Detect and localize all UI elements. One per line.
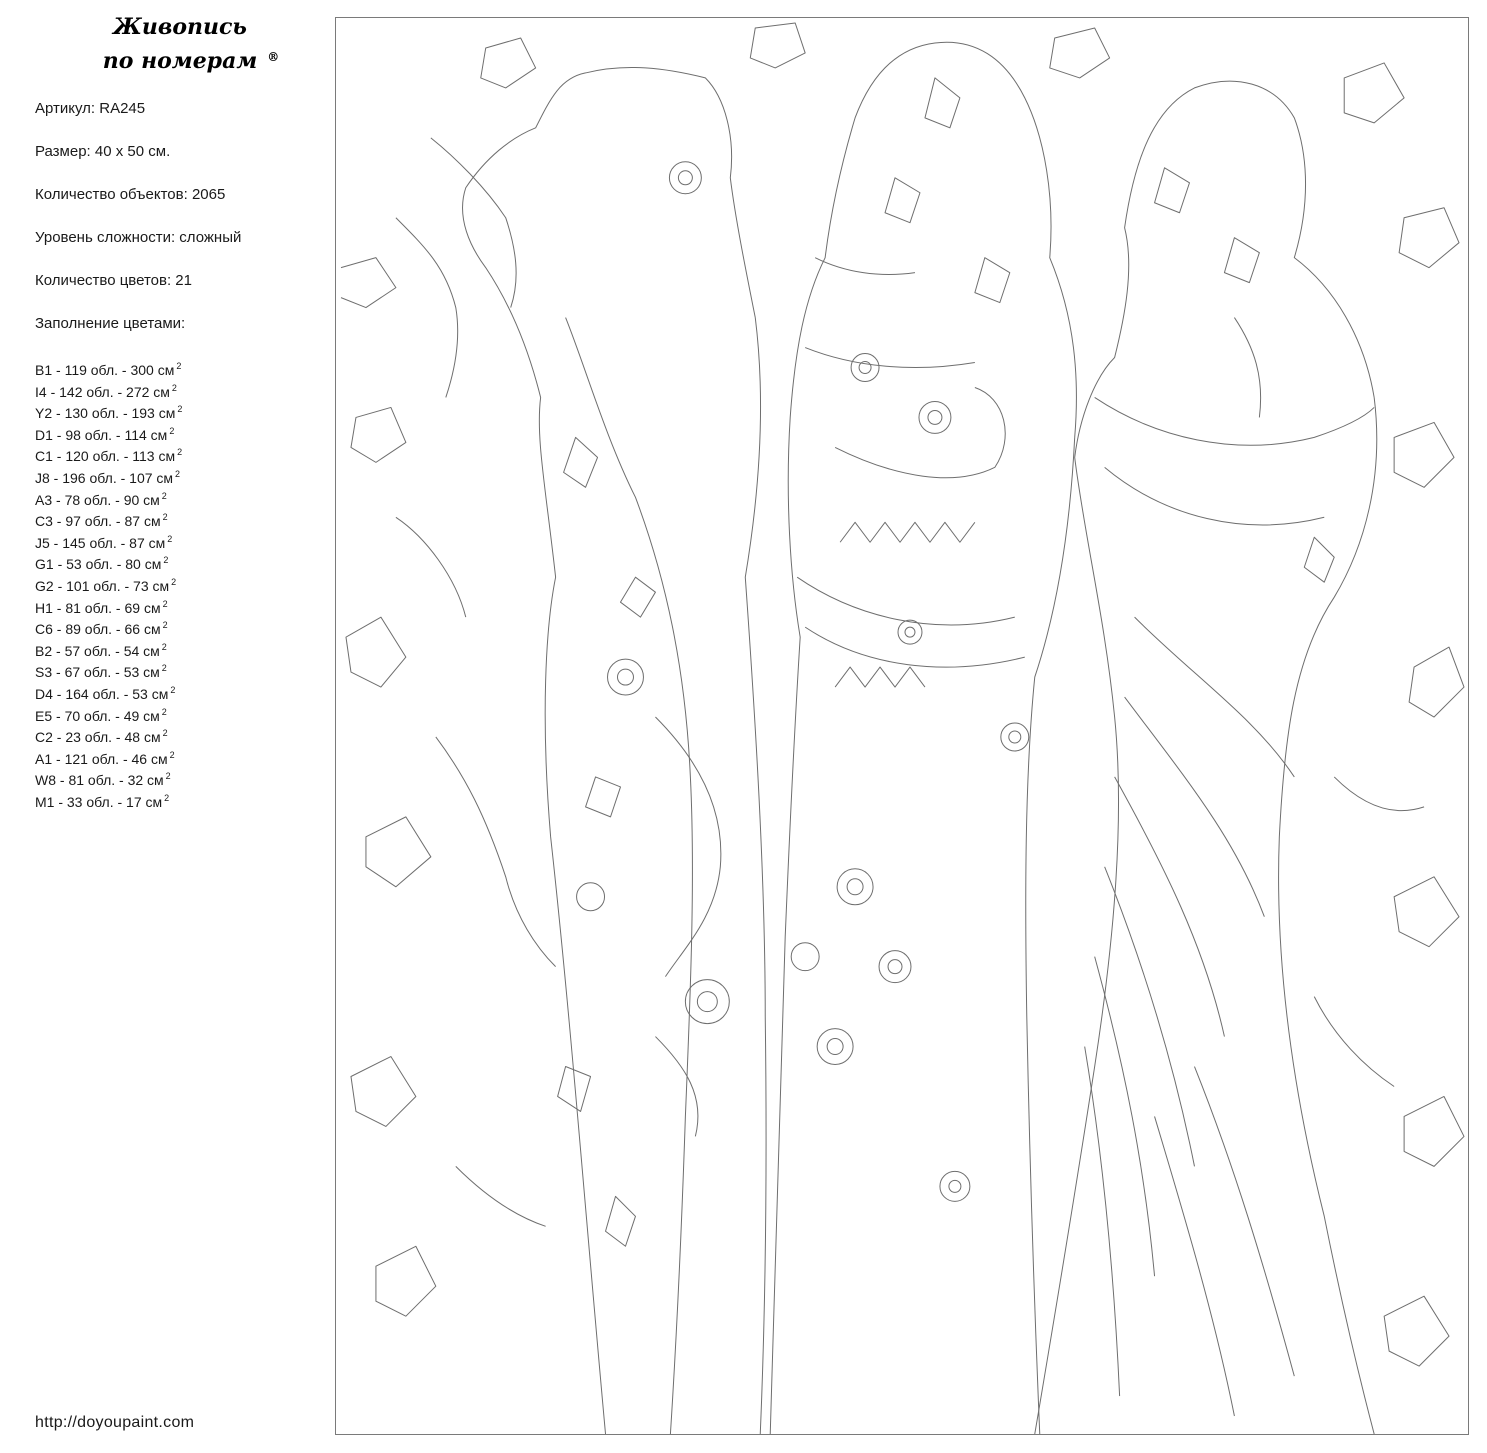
color-entry bbox=[35, 378, 182, 400]
color-entry-unit-power: 2 bbox=[169, 749, 175, 760]
color-entry-unit-power: 2 bbox=[161, 490, 167, 501]
canvas-size: Размер: 40 х 50 см. bbox=[35, 143, 171, 160]
brand-line-1: Живопись bbox=[113, 14, 247, 40]
color-entry bbox=[35, 399, 182, 421]
color-entry-text: B1 - 119 обл. - 300 см bbox=[35, 362, 175, 378]
color-entry-unit-power: 2 bbox=[162, 598, 168, 609]
color-entry-text: B2 - 57 обл. - 54 см bbox=[35, 642, 160, 659]
color-entry-text: C1 - 120 обл. - 113 см bbox=[35, 448, 176, 465]
color-entry-text: D4 - 164 обл. - 53 см bbox=[35, 685, 169, 702]
color-entry-text: A3 - 78 обл. - 90 см bbox=[35, 491, 160, 508]
line-art bbox=[336, 18, 1468, 1434]
website-link[interactable]: http://doyoupaint.com bbox=[35, 1414, 195, 1431]
trademark-mark: ® bbox=[267, 50, 280, 64]
color-entry bbox=[35, 442, 182, 464]
color-entry-unit-power: 2 bbox=[175, 468, 181, 479]
color-entry-unit-power: 2 bbox=[161, 641, 167, 652]
color-entry-text: D1 - 98 обл. - 114 см bbox=[35, 426, 168, 443]
center-figure-outline bbox=[770, 42, 1076, 1434]
brand-logo bbox=[70, 10, 290, 78]
brand-line-2-text: по номерам bbox=[102, 48, 258, 74]
objects-count: Количество объектов: 2065 bbox=[35, 186, 226, 203]
color-entry bbox=[35, 507, 182, 529]
color-entry-unit-power: 2 bbox=[177, 404, 183, 415]
color-entry-unit-power: 2 bbox=[163, 555, 169, 566]
color-entry bbox=[35, 356, 182, 378]
color-entry-unit-power: 2 bbox=[165, 771, 171, 782]
coloring-canvas bbox=[335, 17, 1469, 1435]
color-entry-unit-power: 2 bbox=[167, 533, 173, 544]
color-entry-unit-power: 2 bbox=[170, 684, 176, 695]
color-entry-unit-power: 2 bbox=[161, 706, 167, 717]
color-entry-text: Y2 - 130 обл. - 193 см bbox=[35, 405, 176, 422]
color-entry-unit-power: 2 bbox=[176, 361, 182, 371]
color-entry bbox=[35, 766, 182, 788]
color-entry bbox=[35, 658, 182, 680]
color-entry bbox=[35, 594, 182, 616]
color-entry bbox=[35, 788, 182, 810]
color-list bbox=[35, 356, 182, 809]
color-entry bbox=[35, 486, 182, 508]
color-entry-unit-power: 2 bbox=[169, 425, 175, 436]
color-entry bbox=[35, 702, 182, 724]
color-entry bbox=[35, 680, 182, 702]
color-entry-unit-power: 2 bbox=[161, 663, 167, 674]
color-entry-unit-power: 2 bbox=[177, 447, 183, 458]
color-entry bbox=[35, 615, 182, 637]
color-entry-text: A1 - 121 обл. - 46 см bbox=[35, 750, 168, 767]
color-entry bbox=[35, 464, 182, 486]
color-entry-text: M1 - 33 обл. - 17 см bbox=[35, 793, 163, 810]
color-entry-text: I4 - 142 обл. - 272 см bbox=[35, 383, 170, 400]
color-entry-unit-power: 2 bbox=[162, 728, 168, 739]
color-entry-text: G2 - 101 обл. - 73 см bbox=[35, 577, 170, 594]
article-number: Артикул: RA245 bbox=[35, 100, 146, 117]
color-entry-text: J8 - 196 обл. - 107 см bbox=[35, 469, 174, 486]
color-entry-text: C2 - 23 обл. - 48 см bbox=[35, 729, 161, 746]
color-entry bbox=[35, 550, 182, 572]
color-entry-unit-power: 2 bbox=[171, 382, 177, 393]
brand-line-2 bbox=[102, 44, 280, 78]
color-entry-text: C6 - 89 обл. - 66 см bbox=[35, 621, 161, 638]
fill-title: Заполнение цветами: bbox=[35, 315, 186, 332]
color-entry bbox=[35, 529, 182, 551]
color-entry bbox=[35, 745, 182, 767]
colors-count: Количество цветов: 21 bbox=[35, 272, 192, 289]
color-entry bbox=[35, 637, 182, 659]
color-entry-text: W8 - 81 обл. - 32 см bbox=[35, 772, 164, 789]
info-panel bbox=[0, 0, 320, 1453]
color-entry-text: E5 - 70 обл. - 49 см bbox=[35, 707, 160, 724]
color-entry-unit-power: 2 bbox=[171, 576, 177, 587]
color-entry-text: G1 - 53 обл. - 80 см bbox=[35, 556, 162, 573]
color-entry-text: J5 - 145 обл. - 87 см bbox=[35, 534, 166, 551]
product-info bbox=[35, 98, 241, 356]
left-figure-outline bbox=[396, 67, 766, 1434]
color-entry-text: H1 - 81 обл. - 69 см bbox=[35, 599, 161, 616]
color-entry-unit-power: 2 bbox=[162, 620, 168, 631]
color-entry bbox=[35, 572, 182, 594]
color-entry bbox=[35, 421, 182, 443]
color-entry-text: S3 - 67 обл. - 53 см bbox=[35, 664, 160, 681]
difficulty-level: Уровень сложности: сложный bbox=[35, 229, 242, 246]
color-entry bbox=[35, 723, 182, 745]
color-entry-text: C3 - 97 обл. - 87 см bbox=[35, 513, 161, 530]
color-entry-unit-power: 2 bbox=[162, 512, 168, 523]
right-figure-outline bbox=[1035, 81, 1377, 1434]
color-entry-unit-power: 2 bbox=[164, 792, 170, 803]
